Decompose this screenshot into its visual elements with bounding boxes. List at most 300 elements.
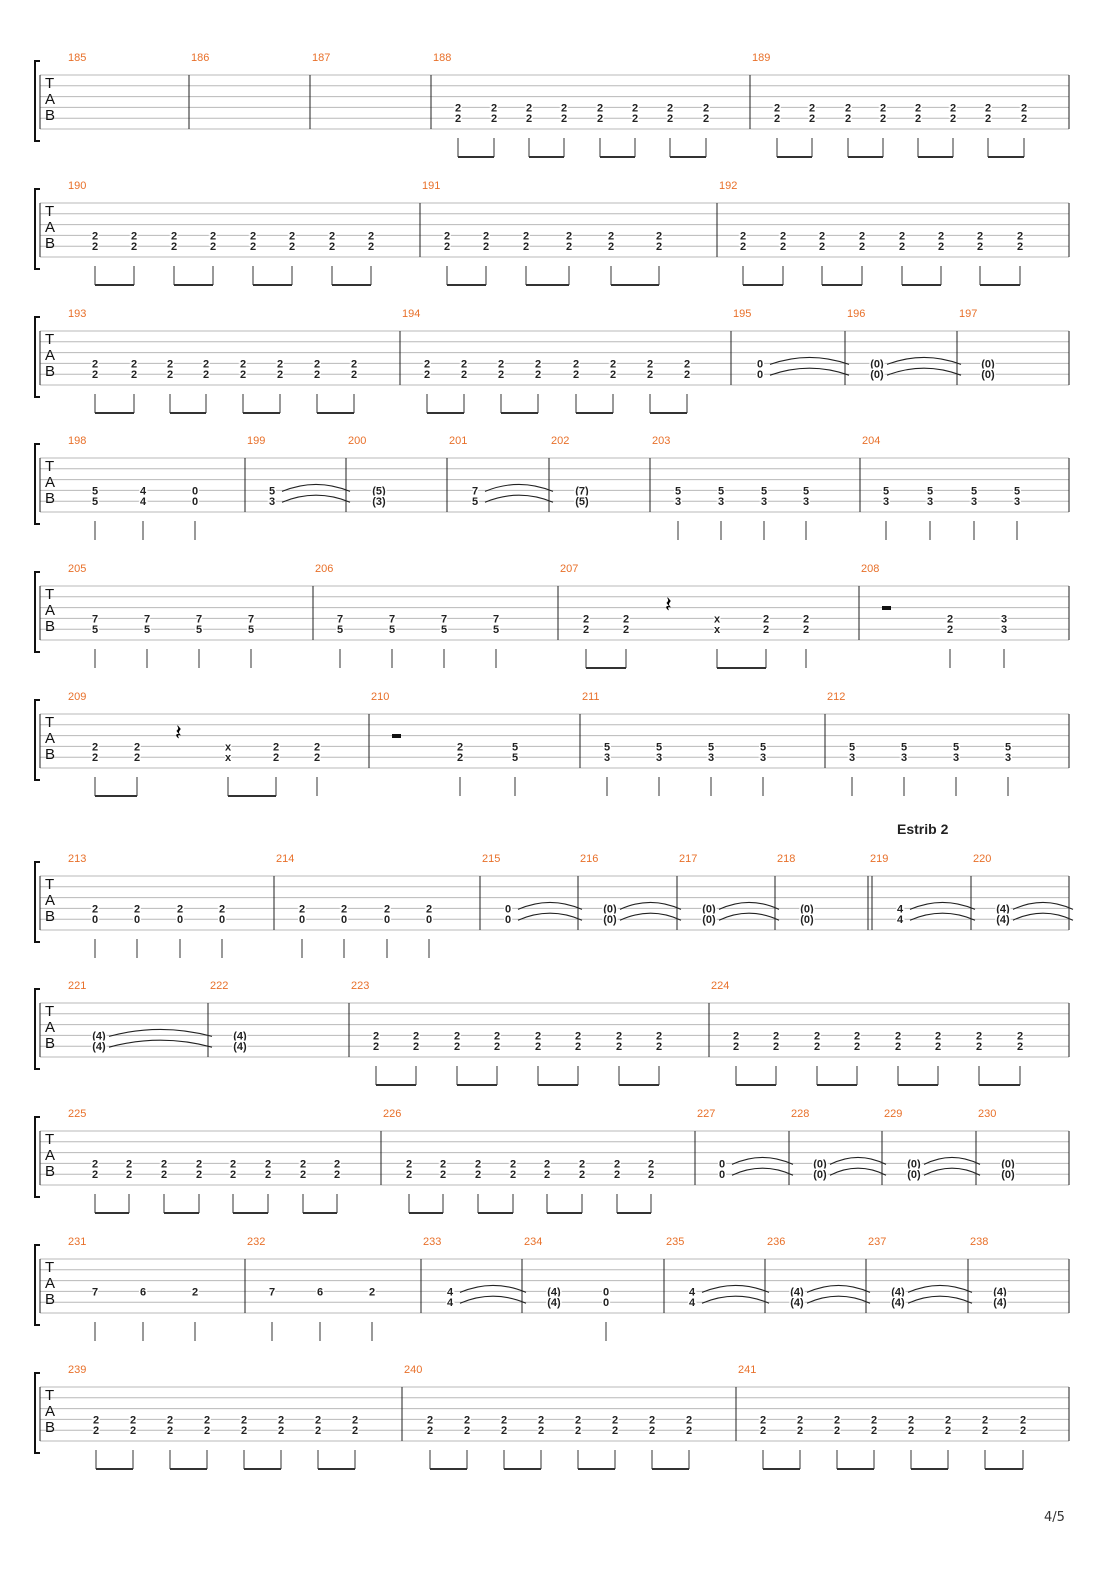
fret-number: 2: [808, 102, 816, 115]
fret-number: 2: [615, 1030, 623, 1043]
fret-number: 2: [209, 241, 217, 254]
tab-clef-letter: B: [45, 908, 56, 925]
fret-number: 2: [276, 369, 284, 382]
tab-clef-letter: T: [45, 458, 55, 475]
tab-clef-letter: T: [45, 75, 55, 92]
fret-number: 2: [314, 1414, 322, 1427]
fret-number: 2: [937, 241, 945, 254]
fret-number: 2: [525, 113, 533, 126]
fret-number: 0: [176, 914, 184, 927]
fret-number: 2: [276, 358, 284, 371]
fret-number: (0): [870, 358, 884, 371]
fret-number: (4): [92, 1041, 106, 1054]
measure-number: 219: [870, 853, 889, 865]
fret-number: 2: [582, 613, 590, 626]
tab-clef-letter: T: [45, 1003, 55, 1020]
fret-number: 2: [412, 1041, 420, 1054]
fret-number: (4): [233, 1030, 247, 1043]
fret-number: 3: [926, 496, 934, 509]
fret-number: (4): [547, 1286, 561, 1299]
fret-number: 2: [944, 1425, 952, 1438]
measure-number: 186: [191, 52, 210, 64]
fret-number: 7: [268, 1286, 276, 1299]
tab-clef-letter: A: [45, 1019, 56, 1036]
fret-number: 2: [272, 752, 280, 765]
fret-number: 2: [796, 1414, 804, 1427]
fret-number: 3: [760, 496, 768, 509]
fret-number: 5: [143, 624, 151, 637]
fret-number: (4): [233, 1041, 247, 1054]
measure-number: 198: [68, 435, 87, 447]
measure-number: 224: [711, 980, 730, 992]
fret-number: 2: [133, 752, 141, 765]
fret-number: 2: [91, 358, 99, 371]
fret-number: 2: [537, 1414, 545, 1427]
fret-number: 2: [125, 1158, 133, 1171]
fret-number: 2: [611, 1414, 619, 1427]
fret-number: 2: [130, 369, 138, 382]
fret-number: 5: [91, 624, 99, 637]
system-bracket: [35, 189, 40, 269]
fret-number: 0: [504, 914, 512, 927]
fret-number: 2: [277, 1425, 285, 1438]
fret-number: 2: [91, 741, 99, 754]
fret-number: 5: [848, 741, 856, 754]
measure-number: 221: [68, 980, 87, 992]
fret-number: 2: [907, 1425, 915, 1438]
fret-number: 2: [622, 624, 630, 637]
fret-number: 2: [91, 1158, 99, 1171]
fret-number: 2: [525, 102, 533, 115]
measure-number: 193: [68, 308, 87, 320]
fret-number: 3: [952, 752, 960, 765]
fret-number: 2: [779, 230, 787, 243]
fret-number: 2: [666, 113, 674, 126]
fret-number: 2: [946, 624, 954, 637]
fret-number: 4: [688, 1297, 696, 1310]
fret-number: 6: [139, 1286, 147, 1299]
fret-number: 2: [482, 241, 490, 254]
fret-number: 3: [1013, 496, 1021, 509]
fret-number: 5: [926, 485, 934, 498]
fret-number: 2: [802, 624, 810, 637]
fret-number: 0: [91, 914, 99, 927]
fret-number: 2: [802, 613, 810, 626]
fret-number: 2: [240, 1425, 248, 1438]
fret-number: 2: [130, 358, 138, 371]
measure-number: 232: [247, 1236, 266, 1248]
fret-number: 3: [882, 496, 890, 509]
fret-number: 2: [125, 1169, 133, 1182]
measure-number: 204: [862, 435, 881, 447]
tab-clef-letter: A: [45, 1275, 56, 1292]
fret-number: 2: [647, 1158, 655, 1171]
measure-number: 228: [791, 1108, 810, 1120]
fret-number: 2: [1016, 1030, 1024, 1043]
tab-clef-letter: T: [45, 1131, 55, 1148]
fret-number: 2: [1016, 1041, 1024, 1054]
fret-number: 2: [298, 903, 306, 916]
fret-number: 2: [1020, 102, 1028, 115]
fret-number: (7): [575, 485, 589, 498]
fret-number: 2: [818, 230, 826, 243]
measure-number: 185: [68, 52, 87, 64]
fret-number: 2: [543, 1158, 551, 1171]
fret-number: 2: [818, 241, 826, 254]
fret-number: 4: [446, 1297, 454, 1310]
fret-number: (0): [907, 1169, 921, 1182]
fret-number: 2: [565, 230, 573, 243]
fret-number: 2: [853, 1041, 861, 1054]
fret-number: 2: [313, 369, 321, 382]
fret-number: (0): [870, 369, 884, 382]
fret-number: 5: [336, 624, 344, 637]
fret-number: 2: [482, 230, 490, 243]
measure-number: 220: [973, 853, 992, 865]
fret-number: 2: [160, 1158, 168, 1171]
fret-number: 2: [739, 230, 747, 243]
fret-number: 2: [288, 241, 296, 254]
fret-number: 2: [646, 369, 654, 382]
fret-number: 2: [372, 1030, 380, 1043]
fret-number: 2: [773, 102, 781, 115]
fret-number: 2: [405, 1169, 413, 1182]
fret-number: 2: [509, 1158, 517, 1171]
fret-number: 2: [853, 1030, 861, 1043]
fret-number: 2: [685, 1414, 693, 1427]
measure-number: 236: [767, 1236, 786, 1248]
fret-number: 2: [92, 1414, 100, 1427]
fret-number: 2: [412, 1030, 420, 1043]
fret-number: 2: [655, 1041, 663, 1054]
fret-number: 2: [655, 230, 663, 243]
fret-number: 0: [602, 1297, 610, 1310]
fret-number: 2: [288, 230, 296, 243]
half-rest: [392, 734, 401, 738]
system-bracket: [35, 317, 40, 397]
fret-number: 2: [773, 113, 781, 126]
fret-number: 2: [607, 241, 615, 254]
fret-number: 2: [368, 1286, 376, 1299]
fret-number: 2: [202, 369, 210, 382]
fret-number: 2: [367, 241, 375, 254]
fret-number: 2: [981, 1425, 989, 1438]
measure-number: 206: [315, 563, 334, 575]
fret-number: 2: [443, 230, 451, 243]
fret-number: 5: [802, 485, 810, 498]
fret-number: 2: [460, 369, 468, 382]
tab-clef-letter: A: [45, 219, 56, 236]
fret-number: 2: [607, 230, 615, 243]
fret-number: 2: [463, 1414, 471, 1427]
fret-number: 2: [534, 1030, 542, 1043]
fret-number: 2: [249, 230, 257, 243]
fret-number: (0): [800, 914, 814, 927]
fret-number: 2: [367, 230, 375, 243]
fret-number: 2: [898, 241, 906, 254]
fret-number: 2: [813, 1030, 821, 1043]
fret-number: 2: [732, 1030, 740, 1043]
fret-number: 3: [1000, 613, 1008, 626]
fret-number: 3: [655, 752, 663, 765]
fret-number: 7: [143, 613, 151, 626]
tab-clef-letter: B: [45, 746, 56, 763]
fret-number: 2: [91, 1169, 99, 1182]
tab-clef-letter: A: [45, 91, 56, 108]
fret-number: 2: [91, 241, 99, 254]
fret-number: 3: [900, 752, 908, 765]
fret-number: 2: [500, 1414, 508, 1427]
fret-number: 2: [405, 1158, 413, 1171]
fret-number: 2: [572, 369, 580, 382]
fret-number: 2: [894, 1041, 902, 1054]
fret-number: (0): [800, 903, 814, 916]
fret-number: 2: [596, 113, 604, 126]
tab-clef-letter: T: [45, 876, 55, 893]
fret-number: 7: [336, 613, 344, 626]
quarter-rest: 𝄽: [665, 593, 672, 618]
fret-number: 2: [613, 1169, 621, 1182]
fret-number: 2: [732, 1041, 740, 1054]
fret-number: 2: [609, 369, 617, 382]
fret-number: 2: [426, 1414, 434, 1427]
fret-number: (4): [996, 914, 1010, 927]
fret-number: 2: [425, 903, 433, 916]
fret-number: 2: [170, 230, 178, 243]
fret-number: 3: [268, 496, 276, 509]
fret-number: (0): [1001, 1158, 1015, 1171]
fret-number: 2: [666, 102, 674, 115]
fret-number: 2: [350, 369, 358, 382]
fret-number: 2: [1016, 241, 1024, 254]
fret-number: 2: [463, 1425, 471, 1438]
fret-number: 2: [647, 1169, 655, 1182]
fret-number: 2: [372, 1041, 380, 1054]
fret-number: 5: [900, 741, 908, 754]
fret-number: 5: [91, 485, 99, 498]
fret-number: 2: [537, 1425, 545, 1438]
fret-number: 7: [91, 613, 99, 626]
fret-number: 2: [91, 752, 99, 765]
fret-number: 2: [340, 903, 348, 916]
fret-number: 4: [139, 485, 147, 498]
fret-number: 2: [130, 241, 138, 254]
system-bracket: [35, 989, 40, 1069]
fret-number: (3): [372, 496, 386, 509]
tab-clef-letter: A: [45, 1147, 56, 1164]
tab-clef-letter: B: [45, 618, 56, 635]
fret-number: 5: [268, 485, 276, 498]
tab-clef-letter: B: [45, 1419, 56, 1436]
fret-number: 2: [166, 358, 174, 371]
fret-number: 2: [560, 102, 568, 115]
fret-number: 2: [578, 1169, 586, 1182]
fret-number: 2: [191, 1286, 199, 1299]
fret-number: 2: [456, 752, 464, 765]
fret-number: 7: [91, 1286, 99, 1299]
fret-number: 2: [560, 113, 568, 126]
fret-number: 2: [453, 1030, 461, 1043]
fret-number: 2: [170, 241, 178, 254]
fret-number: 2: [454, 113, 462, 126]
measure-number: 226: [383, 1108, 402, 1120]
measure-number: 188: [433, 52, 452, 64]
fret-number: 2: [264, 1169, 272, 1182]
fret-number: 2: [202, 358, 210, 371]
section-label: Estrib 2: [897, 821, 949, 837]
fret-number: 2: [870, 1414, 878, 1427]
fret-number: (4): [993, 1297, 1007, 1310]
measure-number: 215: [482, 853, 501, 865]
fret-number: 3: [802, 496, 810, 509]
fret-number: 2: [423, 358, 431, 371]
fret-number: 2: [522, 241, 530, 254]
fret-number: 0: [340, 914, 348, 927]
fret-number: 2: [655, 1030, 663, 1043]
fret-number: 5: [195, 624, 203, 637]
fret-number: 2: [762, 613, 770, 626]
fret-number: 5: [1013, 485, 1021, 498]
system-bracket: [35, 1117, 40, 1197]
fret-number: 5: [1004, 741, 1012, 754]
fret-number: (5): [372, 485, 386, 498]
measure-number: 190: [68, 180, 87, 192]
fret-number: 2: [858, 230, 866, 243]
fret-number: 2: [981, 1414, 989, 1427]
fret-number: 2: [685, 1425, 693, 1438]
fret-number: 5: [511, 741, 519, 754]
fret-number: (4): [993, 1286, 1007, 1299]
fret-number: 0: [298, 914, 306, 927]
tab-clef-letter: T: [45, 714, 55, 731]
tab-clef-letter: A: [45, 347, 56, 364]
fret-number: 2: [1019, 1425, 1027, 1438]
fret-number: 2: [572, 358, 580, 371]
fret-number: 2: [946, 613, 954, 626]
fret-number: 2: [648, 1425, 656, 1438]
fret-number: 2: [272, 741, 280, 754]
fret-number: 0: [756, 369, 764, 382]
fret-number: 5: [717, 485, 725, 498]
fret-number: 2: [894, 1030, 902, 1043]
fret-number: 2: [574, 1425, 582, 1438]
fret-number: (0): [603, 903, 617, 916]
measure-number: 213: [68, 853, 87, 865]
fret-number: 2: [574, 1041, 582, 1054]
fret-number: 2: [574, 1414, 582, 1427]
tab-clef-letter: A: [45, 730, 56, 747]
fret-number: 7: [195, 613, 203, 626]
fret-number: 2: [454, 102, 462, 115]
fret-number: 5: [952, 741, 960, 754]
fret-number: 5: [91, 496, 99, 509]
fret-number: 2: [299, 1158, 307, 1171]
measure-number: 222: [210, 980, 229, 992]
fret-number: 4: [896, 914, 904, 927]
measure-number: 212: [827, 691, 846, 703]
fret-number: 3: [717, 496, 725, 509]
fret-number: 0: [191, 496, 199, 509]
fret-number: 2: [229, 1169, 237, 1182]
system-bracket: [35, 444, 40, 524]
tab-clef-letter: B: [45, 490, 56, 507]
measure-number: 230: [978, 1108, 997, 1120]
fret-number: 2: [351, 1425, 359, 1438]
fret-number: 2: [702, 113, 710, 126]
fret-number: (0): [1001, 1169, 1015, 1182]
fret-number: 2: [439, 1169, 447, 1182]
fret-number: 2: [160, 1169, 168, 1182]
fret-number: 2: [490, 113, 498, 126]
tab-clef-letter: B: [45, 107, 56, 124]
fret-number: 2: [844, 113, 852, 126]
fret-number: 2: [493, 1041, 501, 1054]
fret-number: 2: [92, 1425, 100, 1438]
fret-number: 2: [1019, 1414, 1027, 1427]
fret-number: 2: [596, 102, 604, 115]
fret-number: 2: [500, 1425, 508, 1438]
measure-number: 200: [348, 435, 367, 447]
page-number: 4/5: [1044, 1510, 1065, 1525]
fret-number: (0): [813, 1169, 827, 1182]
measure-number: 227: [697, 1108, 716, 1120]
fret-number: 5: [674, 485, 682, 498]
fret-number: 2: [91, 230, 99, 243]
fret-number: 5: [471, 496, 479, 509]
fret-number: 3: [707, 752, 715, 765]
fret-number: 2: [522, 230, 530, 243]
fret-number: 2: [937, 230, 945, 243]
fret-number: 5: [655, 741, 663, 754]
fret-number: 2: [313, 741, 321, 754]
fret-number: 2: [166, 369, 174, 382]
measure-number: 207: [560, 563, 579, 575]
fret-number: 2: [879, 102, 887, 115]
tab-clef-letter: A: [45, 602, 56, 619]
fret-number: 2: [333, 1158, 341, 1171]
fret-number: 2: [203, 1414, 211, 1427]
measure-number: 201: [449, 435, 468, 447]
fret-number: 2: [944, 1414, 952, 1427]
fret-number: 2: [1020, 113, 1028, 126]
fret-number: 2: [423, 369, 431, 382]
tab-clef-letter: T: [45, 331, 55, 348]
fret-number: 2: [328, 230, 336, 243]
fret-number: 2: [195, 1158, 203, 1171]
fret-number: (4): [790, 1297, 804, 1310]
fret-number: 5: [603, 741, 611, 754]
measure-number: 196: [847, 308, 866, 320]
measure-number: 203: [652, 435, 671, 447]
fret-number: 2: [898, 230, 906, 243]
fret-number: (4): [790, 1286, 804, 1299]
tab-clef-letter: T: [45, 1259, 55, 1276]
fret-number: 2: [914, 102, 922, 115]
measure-number: 205: [68, 563, 87, 575]
measure-number: 237: [868, 1236, 887, 1248]
fret-number: 2: [130, 230, 138, 243]
measure-number: 187: [312, 52, 331, 64]
measure-number: 233: [423, 1236, 442, 1248]
fret-number: 2: [129, 1425, 137, 1438]
fret-number: 2: [383, 903, 391, 916]
fret-number: (5): [575, 496, 589, 509]
measure-number: 241: [738, 1364, 757, 1376]
fret-number: 3: [1000, 624, 1008, 637]
fret-number: 2: [209, 230, 217, 243]
tab-clef-letter: T: [45, 586, 55, 603]
fret-number: 2: [351, 1414, 359, 1427]
